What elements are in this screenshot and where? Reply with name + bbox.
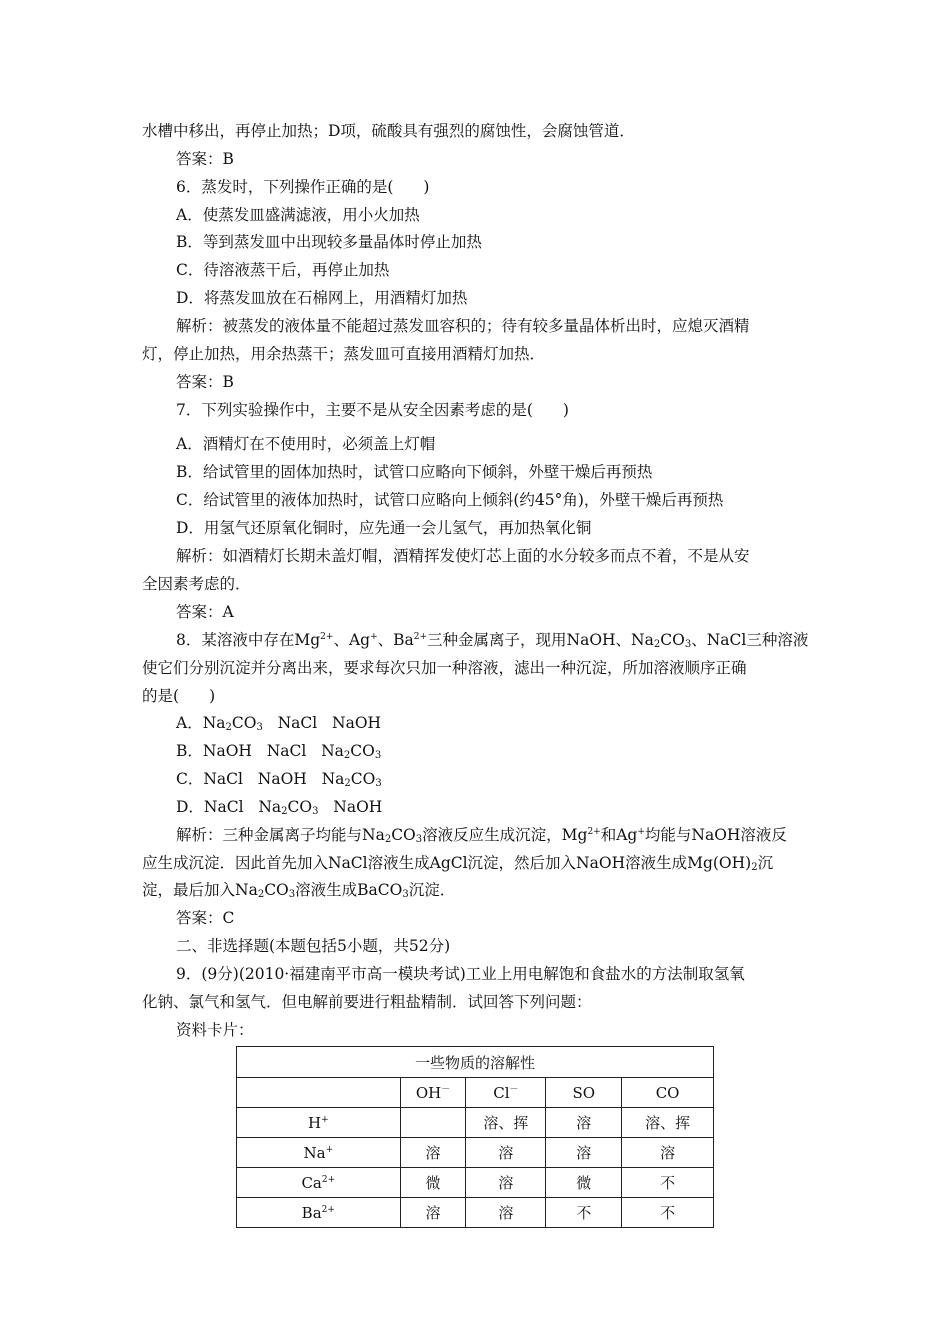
text: 和Ag bbox=[600, 826, 638, 844]
ion-text: Ca bbox=[301, 1173, 322, 1192]
option-6b: B．等到蒸发皿中出现较多量晶体时停止加热 bbox=[176, 233, 482, 251]
analysis-8-line1 bbox=[176, 825, 812, 845]
charge: 2+ bbox=[320, 632, 334, 642]
table-cell: 溶 bbox=[622, 1138, 714, 1168]
header-text: Cl bbox=[493, 1083, 510, 1102]
option-7a: A．酒精灯在不使用时，必须盖上灯帽 bbox=[176, 435, 436, 453]
subscript: 2 bbox=[257, 889, 265, 900]
subscript: 2 bbox=[281, 806, 288, 817]
analysis-7-line1: 解析：如酒精灯长期未盖灯帽，酒精挥发使灯芯上面的水分较多而点不着，不是从安 bbox=[176, 547, 750, 565]
text: 三种金属离子，现用NaOH、Na bbox=[427, 631, 654, 649]
paren-close: ) bbox=[562, 401, 569, 419]
text: 、NaCl三种溶液 bbox=[691, 631, 809, 649]
charge: 2+ bbox=[587, 827, 601, 837]
option-8d bbox=[176, 797, 812, 817]
text: NaOH bbox=[257, 770, 307, 788]
text: CO bbox=[350, 770, 376, 788]
option-7c: C．给试管里的液体加热时，试管口应略向上倾斜(约45°角)，外壁干燥后再预热 bbox=[176, 491, 724, 509]
option-7b: B．给试管里的固体加热时，试管口应略向下倾斜，外壁干燥后再预热 bbox=[176, 463, 653, 481]
paren-close: ) bbox=[423, 178, 430, 196]
text: 沉 bbox=[757, 854, 774, 872]
option-6a: A．使蒸发皿盛满滤液，用小火加热 bbox=[176, 206, 420, 224]
table-row bbox=[237, 1168, 714, 1198]
text: 、Ba bbox=[377, 631, 414, 649]
option-8b bbox=[176, 741, 812, 761]
table-cell: 不 bbox=[546, 1198, 622, 1228]
option-6c: C．待溶液蒸干后，再停止加热 bbox=[176, 261, 390, 279]
text: CO bbox=[231, 714, 257, 732]
text: CO bbox=[287, 798, 313, 816]
subscript: 2 bbox=[344, 778, 351, 789]
table-cell: 不 bbox=[622, 1198, 714, 1228]
table-cell: 溶 bbox=[546, 1108, 622, 1138]
option-8a bbox=[176, 713, 812, 733]
header-text: OH bbox=[415, 1083, 442, 1102]
subscript: 3 bbox=[288, 889, 296, 900]
row-ion bbox=[237, 1168, 401, 1198]
text: 沉淀． bbox=[408, 881, 456, 899]
table-row bbox=[237, 1108, 714, 1138]
option-6d: D．将蒸发皿放在石棉网上，用酒精灯加热 bbox=[176, 289, 468, 307]
question-8-line2: 使它们分别沉淀并分离出来，要求每次只加一种溶液，滤出一种沉淀，所加溶液顺序正确 bbox=[142, 659, 747, 677]
answer-7: 答案：A bbox=[176, 603, 234, 621]
table-caption: 一些物质的溶解性 bbox=[237, 1047, 714, 1078]
option-8c bbox=[176, 769, 812, 789]
table-cell: 溶、挥 bbox=[466, 1108, 546, 1138]
text: C．NaCl bbox=[176, 770, 243, 788]
text: 溶液生成BaCO bbox=[295, 881, 403, 899]
table-cell: 微 bbox=[400, 1168, 466, 1198]
table-cell: 溶 bbox=[466, 1138, 546, 1168]
text-line: 水槽中移出，再停止加热；D项，硫酸具有强烈的腐蚀性，会腐蚀管道． bbox=[142, 122, 635, 140]
text: 应生成沉淀．因此首先加入NaCl溶液生成AgCl沉淀，然后加入NaOH溶液生成Mg(OH) bbox=[142, 854, 752, 872]
question-9-line1: 9．(9分)(2010·福建南平市高一模块考试)工业上用电解饱和食盐水的方法制取氢氧 bbox=[176, 965, 745, 983]
table-row bbox=[237, 1138, 714, 1168]
analysis-6-line2: 灯，停止加热，用余热蒸干；蒸发皿可直接用酒精灯加热． bbox=[142, 345, 546, 363]
text: NaOH bbox=[332, 714, 382, 732]
subscript: 2 bbox=[751, 862, 758, 873]
table-cell: 溶 bbox=[400, 1138, 466, 1168]
subscript: 2 bbox=[653, 639, 661, 650]
charge: 2+ bbox=[321, 1174, 336, 1185]
subscript: 2 bbox=[225, 722, 232, 733]
text: 溶液反应生成沉淀，Mg bbox=[422, 826, 588, 844]
text: Na bbox=[321, 770, 345, 788]
question-9-line2: 化钠、氯气和氢气．但电解前要进行粗盐精制．试回答下列问题： bbox=[142, 993, 592, 1011]
table-cell: 溶 bbox=[466, 1198, 546, 1228]
text: 8．某溶液中存在Mg bbox=[176, 631, 321, 649]
charge: － bbox=[509, 1084, 519, 1095]
answer-6: 答案：B bbox=[176, 373, 234, 391]
text: 解析：三种金属离子均能与Na bbox=[176, 826, 385, 844]
table-cell bbox=[400, 1108, 466, 1138]
question-6-text: 6．蒸发时，下列操作正确的是( bbox=[176, 178, 394, 196]
table-header-cell: CO bbox=[622, 1078, 714, 1108]
text: A．Na bbox=[176, 714, 226, 732]
subscript: 2 bbox=[343, 750, 351, 761]
row-ion bbox=[237, 1138, 401, 1168]
charge: + bbox=[321, 1114, 329, 1125]
ion-text: Ba bbox=[301, 1203, 322, 1222]
subscript: 3 bbox=[415, 834, 423, 845]
answer-8: 答案：C bbox=[176, 909, 235, 927]
question-6 bbox=[176, 177, 812, 197]
text: CO bbox=[660, 631, 685, 649]
analysis-8-line2 bbox=[142, 853, 812, 873]
table-cell: 溶、挥 bbox=[622, 1108, 714, 1138]
subscript: 2 bbox=[384, 834, 392, 845]
subscript: 3 bbox=[684, 639, 692, 650]
table-header-cell: SO bbox=[546, 1078, 622, 1108]
text: 的是( bbox=[142, 687, 180, 705]
subscript: 3 bbox=[256, 722, 263, 733]
table-cell: 溶 bbox=[546, 1138, 622, 1168]
subscript: 3 bbox=[374, 750, 382, 761]
question-7-text: 7．下列实验操作中，主要不是从安全因素考虑的是( bbox=[176, 401, 533, 419]
ion-text: H bbox=[307, 1113, 322, 1132]
charge: + bbox=[370, 632, 378, 642]
table-cell: 微 bbox=[546, 1168, 622, 1198]
subscript: 3 bbox=[312, 806, 319, 817]
text: B．NaOH bbox=[176, 742, 252, 760]
table-header-cell bbox=[400, 1078, 466, 1108]
question-8-line1 bbox=[176, 630, 812, 650]
table-cell: 不 bbox=[622, 1168, 714, 1198]
text: CO bbox=[391, 826, 416, 844]
text: D．NaCl bbox=[176, 798, 244, 816]
subscript: 3 bbox=[375, 778, 382, 789]
text: 、Ag bbox=[333, 631, 371, 649]
row-ion bbox=[237, 1108, 401, 1138]
text: NaCl bbox=[277, 714, 318, 732]
table-cell: 溶 bbox=[400, 1198, 466, 1228]
question-8-line3 bbox=[142, 686, 812, 706]
subscript: 3 bbox=[402, 889, 409, 900]
text: NaCl bbox=[266, 742, 307, 760]
text: 淀，最后加入Na bbox=[142, 881, 258, 899]
question-7 bbox=[176, 400, 812, 420]
answer-5: 答案：B bbox=[176, 150, 234, 168]
text: Na bbox=[258, 798, 282, 816]
paren-close: ) bbox=[209, 687, 216, 705]
row-ion bbox=[237, 1198, 401, 1228]
charge: 2+ bbox=[321, 1204, 335, 1215]
charge: 2+ bbox=[413, 632, 428, 642]
data-card-label: 资料卡片： bbox=[176, 1021, 254, 1039]
text: CO bbox=[350, 742, 375, 760]
table-header-cell bbox=[466, 1078, 546, 1108]
analysis-6-line1: 解析：被蒸发的液体量不能超过蒸发皿容积的；待有较多量晶体析出时，应熄灭酒精 bbox=[176, 317, 750, 335]
charge: + bbox=[637, 827, 645, 837]
table-cell: 溶 bbox=[466, 1168, 546, 1198]
table-row bbox=[237, 1198, 714, 1228]
text: CO bbox=[264, 881, 289, 899]
analysis-7-line2: 全因素考虑的． bbox=[142, 575, 251, 593]
text: Na bbox=[321, 742, 344, 760]
ion-text: Na bbox=[303, 1143, 326, 1162]
charge: － bbox=[441, 1084, 451, 1095]
section-heading: 二、非选择题(本题包括5小题，共52分) bbox=[176, 937, 451, 955]
table-header-cell bbox=[237, 1078, 401, 1108]
table-header-row bbox=[237, 1078, 714, 1108]
text: NaOH bbox=[333, 798, 383, 816]
text: 均能与NaOH溶液反 bbox=[644, 826, 787, 844]
charge: + bbox=[325, 1144, 334, 1155]
option-7d: D．用氢气还原氧化铜时，应先通一会儿氢气，再加热氧化铜 bbox=[176, 519, 592, 537]
solubility-table bbox=[236, 1046, 714, 1228]
analysis-8-line3 bbox=[142, 880, 812, 900]
